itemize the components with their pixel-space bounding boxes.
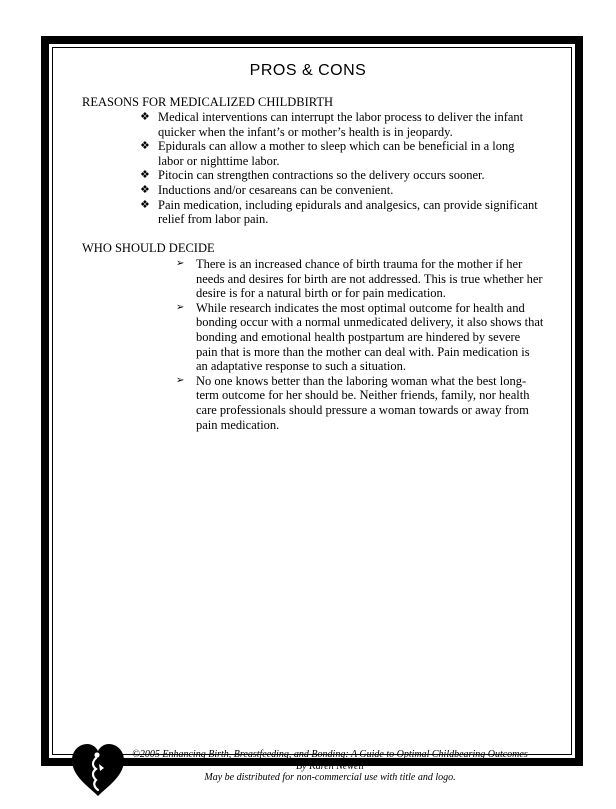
list-item-text: No one knows better than the laboring woman what the best long-term outcome for her should be. Neither friends, family, nor health care professionals should pressure a woman towards or away from pain medication. <box>196 373 530 432</box>
footer-line-3: May be distributed for non-commercial use with title and logo. <box>204 772 456 783</box>
list-item-text: Pain medication, including epidurals and analgesics, can provide significant relief from labor pain. <box>158 197 538 227</box>
arrow-bullet-icon: ➢ <box>176 374 185 386</box>
heart-logo-icon <box>70 742 126 798</box>
list-item <box>140 182 538 198</box>
list-item-text: Epidurals can allow a mother to sleep which can be beneficial in a long labor or nighttime labor. <box>158 139 515 168</box>
list-item-text: There is an increased chance of birth trauma for the mother if her needs and desires for birth are not addressed. This is true whether her desire is for a natural birth or for pain medication. <box>196 257 543 301</box>
diamond-bullet-icon: ❖ <box>140 183 150 196</box>
who-should-decide-list <box>176 257 544 432</box>
list-item <box>140 197 538 227</box>
list-item <box>140 110 538 139</box>
diamond-bullet-icon: ❖ <box>140 169 150 182</box>
list-item <box>140 168 538 183</box>
page-title: PROS & CONS <box>249 62 367 79</box>
diamond-bullet-icon: ❖ <box>140 140 150 153</box>
list-item-text: While research indicates the most optimal outcome for health and bonding occur with a normal unmedicated delivery, it also shows that bonding and emotional health postpartum are hindered by severe pain that is more than the mother can deal with. Pain medication is an adaptative response to such a situation. <box>196 300 544 374</box>
footer-line-2: By Karen Newell <box>296 760 364 772</box>
list-item <box>176 257 544 301</box>
diamond-bullet-icon: ❖ <box>140 198 150 211</box>
list-item <box>176 300 544 374</box>
section-heading-who-should-decide: WHO SHOULD DECIDE <box>82 241 215 255</box>
list-item <box>140 139 538 168</box>
diamond-bullet-icon: ❖ <box>140 111 150 123</box>
footer-line-1: ©2005 Enhancing Birth, Breastfeeding, and Bonding: A Guide to Optimal Childbearing Outcomes <box>132 749 528 760</box>
arrow-bullet-icon: ➢ <box>176 301 185 313</box>
section-heading-reasons: REASONS FOR MEDICALIZED CHILDBIRTH <box>82 95 333 109</box>
reasons-list <box>140 110 538 227</box>
list-item-text: Inductions and/or cesareans can be convenient. <box>158 182 394 197</box>
list-item-text: Pitocin can strengthen contractions so the delivery occurs sooner. <box>158 168 485 183</box>
footer-copyright <box>120 749 540 784</box>
list-item-text: Medical interventions can interrupt the labor process to deliver the infant quicker when the infant’s or mother’s health is in jeopardy. <box>158 110 524 139</box>
list-item <box>176 373 544 432</box>
arrow-bullet-icon: ➢ <box>176 258 185 269</box>
